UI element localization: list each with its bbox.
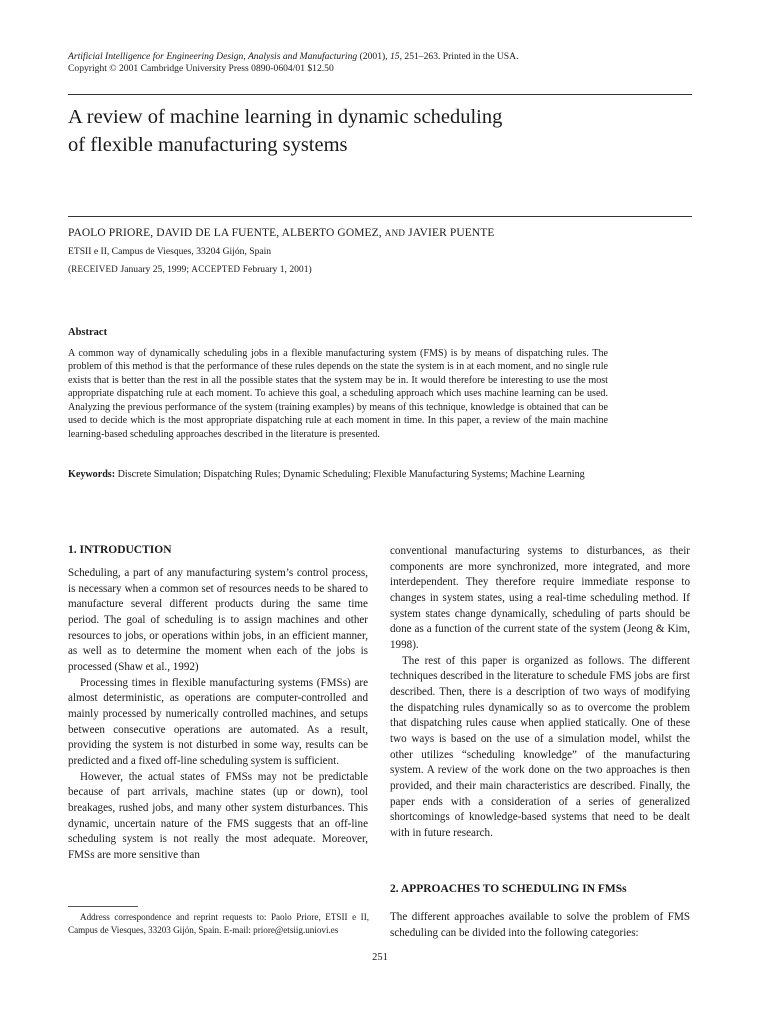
- accepted-date: February 1, 2001): [242, 264, 312, 275]
- received-accepted-dates: [68, 264, 312, 275]
- abstract-heading: Abstract: [68, 327, 108, 338]
- section-1-heading: 1. INTRODUCTION: [68, 544, 172, 556]
- intro-paragraph-2: Processing times in flexible manufacturing systems (FMSs) are almost deterministic, as operations are computer-controlled and mainly processed by numerically controlled machines, and setups between consecutive operations are automated. As a result, providing the system is not disturbed in some way, results can be predicted and a fixed off-line scheduling system is sufficient.: [68, 676, 368, 767]
- left-column: [68, 566, 368, 863]
- accepted-label: ACCEPTED: [191, 264, 241, 274]
- keywords-list: Discrete Simulation; Dispatching Rules; Dynamic Scheduling; Flexible Manufacturing Systems; Machine Learning: [117, 469, 585, 480]
- journal-volume: 15,: [390, 51, 402, 62]
- intro-paragraph-3: However, the actual states of FMSs may not be predictable because of part arrivals, machine states (up or down), tool breakages, rushed jobs, and many other system disturbances. This dynamic, uncertain nature of the FMS suggests that an off-line scheduling system is not really the most adequate. Moreover, FMSs are more sensitive than: [68, 770, 368, 861]
- journal-pages: 251–263. Printed in the USA.: [404, 51, 519, 62]
- correspondence-footnote: Address correspondence and reprint requests to: Paolo Priore, ETSII e II, Campus de Viesques, 33203 Gijón, Spain. E-mail: priore@etsiig.uniovi.es: [68, 912, 369, 935]
- abstract-text: A common way of dynamically scheduling jobs in a flexible manufacturing system (FMS) is by means of dispatching rules. The problem of this method is that the performance of these rules depends on the state the system is in at each moment, and no single rule exists that is better than the rest in all the possible states that the system may be in. It would therefore be interesting to use the most appropriate dispatching rule at each moment. To achieve this goal, a scheduling approach which uses machine learning can be used. Analyzing the previous performance of the system (training examples) by means of this technique, knowledge is obtained that can be used to decide which is the most appropriate dispatching rule at each moment in time. In this paper, a review of the main machine learning-based scheduling approaches described in the literature is presented.: [68, 348, 608, 440]
- title-divider: [68, 216, 692, 217]
- title-line-1: A review of machine learning in dynamic scheduling: [68, 106, 503, 128]
- intro-paragraph-5: The rest of this paper is organized as follows. The different techniques described in the literature to schedule FMS jobs are first described. Then, there is a description of two ways of modifying the dispatching rules dynamically so as to overcome the problem that dispatching rules cause when applied statically. One of these two ways is based on the use of a simulation model, whilst the other utilizes “scheduling knowledge” of the manufacturing system. A review of the work done on the two approaches is then provided, and their main characteristics are described. Finally, the paper ends with a consideration of a series of generalized shortcomings of knowledge-based systems that need to be dealt with in future research.: [390, 654, 690, 839]
- journal-year: (2001),: [359, 51, 388, 62]
- intro-paragraph-1: Scheduling, a part of any manufacturing system’s control process, is necessary when a common set of resources needs to be shared to manufacture several different products during the same time period. The goal of scheduling is to assign machines and other resources to jobs, or operations within jobs, in an efficient manner, as well as to determine the moment when each of the jobs is processed (Shaw et al., 1992): [68, 567, 368, 673]
- copyright-line: Copyright © 2001 Cambridge University Press 0890-0604/01 $12.50: [68, 63, 334, 74]
- intro-paragraph-4: conventional manufacturing systems to disturbances, as their components are more synchronized, more integrated, and more interdependent. They therefore require immediate response to changes in system states, using a real-time scheduling method. If system states change dynamically, scheduling of parts should be done as a function of the current state of the system (Jeong & Kim, 1998).: [390, 545, 690, 651]
- author-list: [68, 227, 495, 239]
- title-line-2: of flexible manufacturing systems: [68, 134, 348, 156]
- dates-open-paren: (: [68, 264, 72, 275]
- journal-header: [68, 51, 698, 75]
- author-names: PAOLO PRIORE, DAVID DE LA FUENTE, ALBERTO GOMEZ,: [68, 227, 382, 239]
- received-date: January 25, 1999;: [120, 264, 189, 275]
- received-label: RECEIVED: [71, 264, 119, 274]
- footnote-divider: [68, 906, 138, 907]
- right-column: [390, 544, 690, 841]
- author-last: JAVIER PUENTE: [408, 227, 495, 239]
- author-and: AND: [384, 228, 406, 238]
- journal-title: Artificial Intelligence for Engineering Design, Analysis and Manufacturing: [68, 51, 358, 62]
- section-2-heading: 2. APPROACHES TO SCHEDULING IN FMSs: [390, 883, 627, 895]
- approaches-paragraph-1: The different approaches available to solve the problem of FMS scheduling can be divided into the following categories:: [390, 911, 690, 939]
- section-2-body: [390, 910, 690, 941]
- header-divider: [68, 94, 692, 95]
- page-number: 251: [372, 952, 388, 963]
- keywords-label: Keywords:: [68, 469, 116, 480]
- keywords: [68, 467, 608, 483]
- author-affiliation: ETSII e II, Campus de Viesques, 33204 Gijón, Spain: [68, 246, 272, 257]
- paper-title: [68, 103, 688, 159]
- journal-citation: [68, 51, 698, 63]
